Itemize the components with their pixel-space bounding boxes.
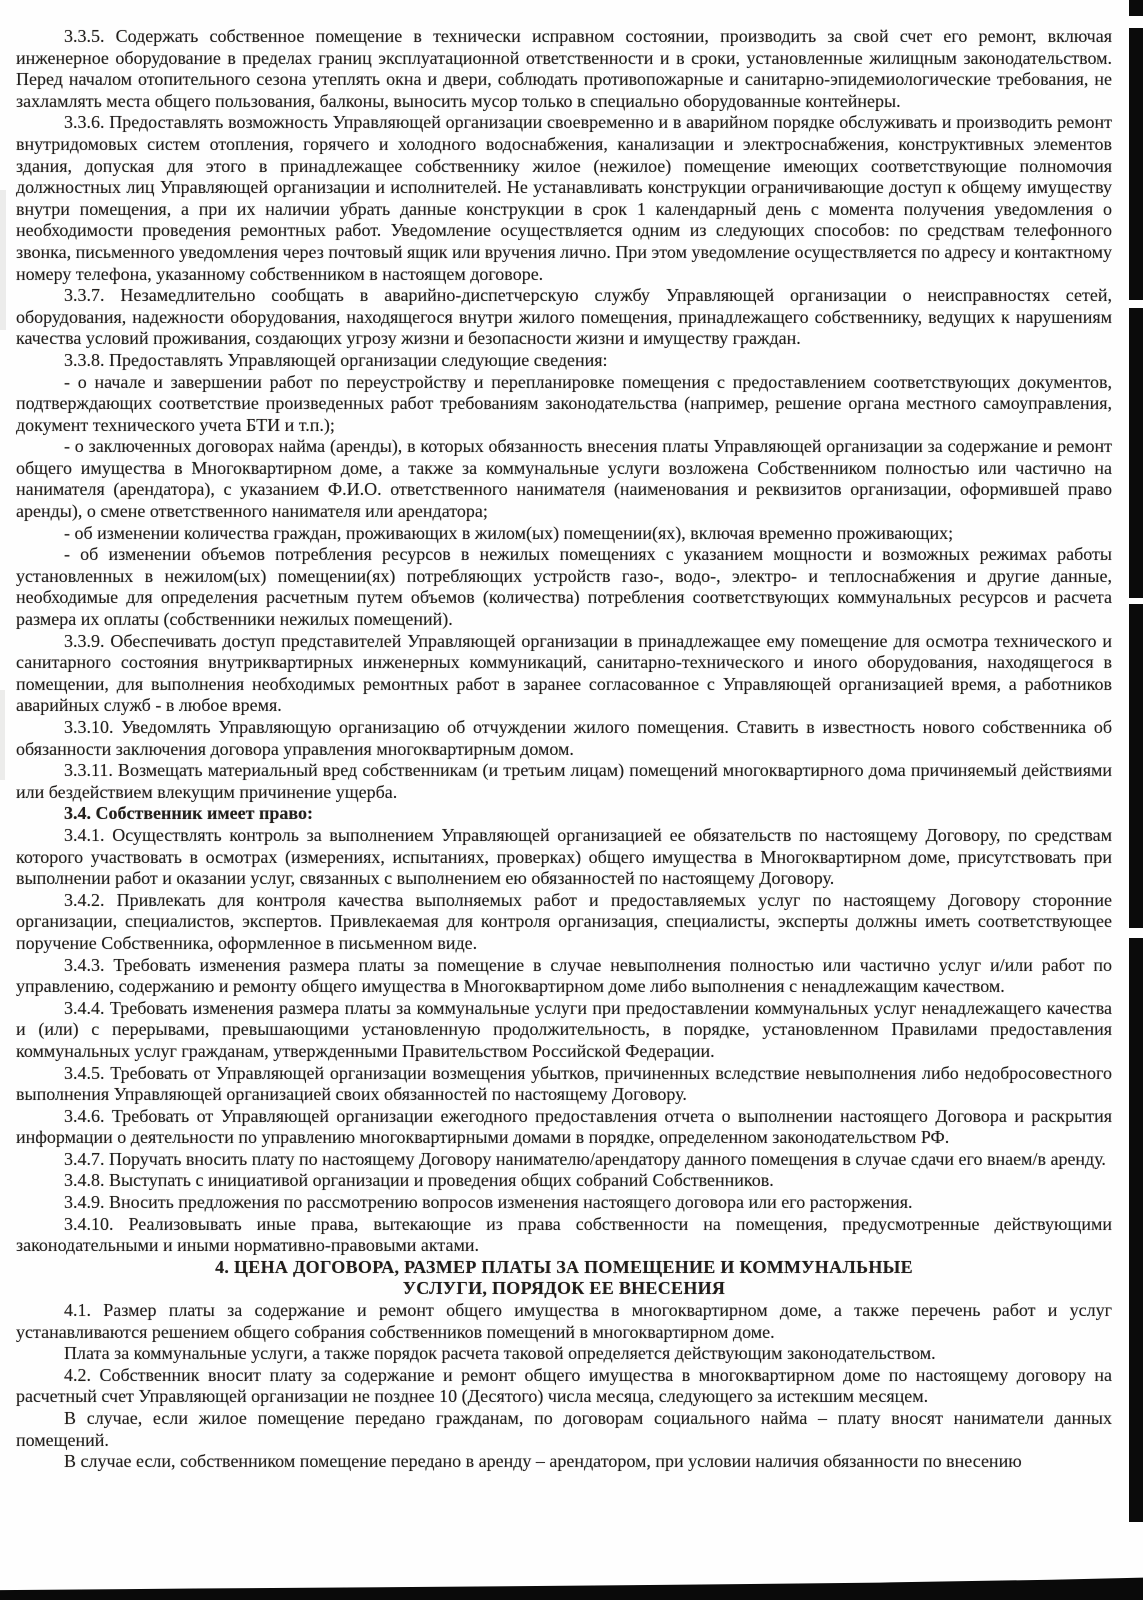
contract-paragraph: 3.4.3. Требовать изменения размера платы за помещение в случае невыполнения полностью или частично услуг и/или работ по управлению, содержанию и ремонту общего имущества в Многоквартирном доме либо выполнения с ненадлежащим качеством. bbox=[16, 954, 1112, 997]
contract-text-region bbox=[16, 26, 1112, 1473]
contract-paragraph: 3.4.2. Привлекать для контроля качества выполняемых работ и предоставляемых услуг по настоящему Договору сторонние организации, специалистов, экспертов. Привлекаемая для контроля организация, специалисты, эксперты должны иметь соответствующее поручение Собственника, оформленное в письменном виде. bbox=[16, 889, 1112, 953]
contract-paragraph: 3.4.1. Осуществлять контроль за выполнением Управляющей организацией ее обязательств по настоящему Договору, по средствам которого участвовать в осмотрах (измерениях, испытаниях, проверках) общего имущества в Многоквартирном доме, присутствовать при выполнении работ и оказании услуг, связанных с выполнением ею обязанностей по настоящему Договору. bbox=[16, 824, 1112, 889]
contract-paragraph: 4.1. Размер платы за содержание и ремонт общего имущества в многоквартирном доме, а также перечень работ и услуг устанавливаются решением общего собрания собственников помещений в многоквартирном доме. bbox=[16, 1300, 1112, 1342]
contract-paragraph: В случае, если жилое помещение передано гражданам, по договорам социального найма – плату вносят наниматели данных помещений. bbox=[16, 1408, 1112, 1450]
scan-artifact-notch bbox=[1129, 598, 1143, 604]
contract-paragraph: Плата за коммунальные услуги, а также порядок расчета таковой определяется действующим законодательством. bbox=[64, 1343, 936, 1364]
contract-paragraph: - о заключенных договорах найма (аренды), в которых обязанность внесения платы Управляющей организации за содержание и ремонт общего имущества в Многоквартирном доме, а также за коммунальные услуги возложена Собственником полностью или частично на нанимателя (арендатора), с указанием Ф.И.О. ответственного нанимателя (наименования и реквизитов организации, оформившей право аренды), о смене ответственного нанимателя или арендатора; bbox=[16, 436, 1112, 522]
contract-paragraph: 3.3.11. Возмещать материальный вред собственникам (и третьим лицам) помещений многоквартирного дома причиняемый действиями или бездействием влекущим причинение ущерба. bbox=[16, 760, 1112, 802]
contract-paragraph: 3.4.4. Требовать изменения размера платы за коммунальные услуги при предоставлении коммунальных услуг ненадлежащего качества и (или) с перерывами, превышающими установленную продолжительность, в порядке, установленном Правилами предоставления коммунальных услуг гражданам, утвержденными Правительством Российской Федерации. bbox=[16, 997, 1112, 1061]
contract-paragraph: 3.3.9. Обеспечивать доступ представителей Управляющей организации в принадлежащее ему помещение для осмотра технического и санитарного состояния внутриквартирных инженерных коммуникаций, санитарно-технического и иного оборудования, находящегося в помещении, для выполнения необходимых ремонтных работ в заранее согласованное с Управляющей организацией время, а работников аварийных служб - в любое время. bbox=[16, 630, 1112, 716]
section-heading: 4. ЦЕНА ДОГОВОРА, РАЗМЕР ПЛАТЫ ЗА ПОМЕЩЕНИЕ И КОММУНАЛЬНЫЕ bbox=[215, 1256, 913, 1277]
scan-artifact-bottom-edge bbox=[0, 1574, 1143, 1600]
scan-artifact-notch bbox=[1129, 300, 1143, 308]
section-heading: УСЛУГИ, ПОРЯДОК ЕЕ ВНЕСЕНИЯ bbox=[402, 1278, 726, 1299]
scan-artifact-notch bbox=[1129, 928, 1143, 938]
contract-paragraph: 3.4.8. Выступать с инициативой организации и проведения общих собраний Собственников. bbox=[64, 1170, 774, 1191]
contract-paragraph: 4.2. Собственник вносит плату за содержание и ремонт общего имущества в многоквартирном доме по настоящему договору на расчетный счет Управляющей организации не позднее 10 (Десятого) числа месяца, следующего за истекшим месяцем. bbox=[16, 1364, 1112, 1407]
contract-paragraph: 3.4.5. Требовать от Управляющей организации возмещения убытков, причиненных вследствие невыполнения либо недобросовестного выполнения Управляющей организацией своих обязанностей по настоящему Договору. bbox=[16, 1062, 1112, 1105]
scan-smudge bbox=[0, 690, 5, 780]
contract-paragraph: 3.3.8. Предоставлять Управляющей организации следующие сведения: bbox=[64, 349, 608, 370]
scan-artifact-right-edge-band bbox=[1129, 0, 1143, 1522]
contract-paragraph: 3.4.10. Реализовывать иные права, вытекающие из права собственности на помещения, предусмотренные действующими законодательными и иными нормативно-правовыми актами. bbox=[16, 1213, 1112, 1256]
scan-smudge bbox=[0, 190, 6, 330]
contract-paragraph: 3.3.6. Предоставлять возможность Управляющей организации своевременно и в аварийном порядке обслуживать и производить ремонт внутридомовых систем отопления, горячего и холодного водоснабжения, канализации и электроснабжения, конструктивных элементов здания, допуская для этого в принадлежащее собственнику жилое (нежилое) помещение имеющих соответствующие полномочия должностных лиц Управляющей организации и исполнителей. Не устанавливать конструкции ограничивающие доступ к общему имуществу внутри помещения, а при их наличии убрать данные конструкции в срок 1 календарный день с момента получения уведомления о необходимости проведения ремонтных работ. Уведомление осуществляется одним из следующих способов: по средствам телефонного звонка, письменного уведомления через почтовый ящик или вручения лично. При этом уведомление осуществляется по адресу и контактному номеру телефона, указанному собственником в настоящем договоре. bbox=[16, 112, 1112, 284]
contract-paragraph: 3.4.7. Поручать вносить плату по настоящему Договору нанимателю/арендатору данного помещения в случае сдачи его внаем/в аренду. bbox=[64, 1148, 1106, 1169]
subsection-heading: 3.4. Собственник имеет право: bbox=[64, 803, 313, 824]
contract-paragraph: - о начале и завершении работ по переустройству и перепланировке помещения с предоставлением соответствующих документов, подтверждающих соответствие произведенных работ требованиям законодательства (например, решение органа местного самоуправления, документ технического учета БТИ и т.п.); bbox=[16, 371, 1112, 435]
contract-paragraph: 3.3.10. Уведомлять Управляющую организацию об отчуждении жилого помещения. Ставить в известность нового собственника об обязанности заключения договора управления многоквартирным домом. bbox=[16, 717, 1112, 759]
contract-paragraph: 3.3.7. Незамедлительно сообщать в аварийно-диспетчерскую службу Управляющей организации о неисправностях сетей, оборудования, надежности оборудования, находящегося внутри жилого помещения, принадлежащего собственнику, ведущих к нарушениям качества условий проживания, создающих угрозу жизни и безопасности жизни и имуществу граждан. bbox=[16, 285, 1112, 349]
contract-paragraph: 3.3.5. Содержать собственное помещение в технически исправном состоянии, производить за свой счет его ремонт, включая инженерное оборудование в пределах границ эксплуатационной ответственности и в сроки, установленные жилищным законодательством. Перед началом отопительного сезона утеплять окна и двери, соблюдать противопожарные и санитарно-эпидемиологические требования, не захламлять места общего пользования, балконы, выносить мусор только в специально оборудованные контейнеры. bbox=[16, 26, 1112, 111]
contract-paragraph: - об изменении количества граждан, проживающих в жилом(ых) помещении(ях), включая временно проживающих; bbox=[64, 522, 954, 543]
contract-paragraph: - об изменении объемов потребления ресурсов в нежилых помещениях с указанием мощности и возможных режимах работы установленных в нежилом(ых) помещении(ях) потребляющих устройств газо-, водо-, электро- и теплоснабжения и другие данные, необходимые для определения расчетным путем объемов (количества) потребления соответствующих коммунальных ресурсов и расчета размера их оплаты (собственники нежилых помещений). bbox=[16, 544, 1112, 630]
scan-artifact-notch bbox=[1129, 16, 1143, 28]
contract-paragraph: 3.4.9. Вносить предложения по рассмотрению вопросов изменения настоящего договора или его расторжения. bbox=[64, 1192, 913, 1213]
contract-paragraph: В случае если, собственником помещение передано в аренду – арендатором, при условии наличия обязанности по внесению bbox=[64, 1451, 1022, 1472]
contract-paragraph: 3.4.6. Требовать от Управляющей организации ежегодного предоставления отчета о выполнении настоящего Договора и раскрытия информации о деятельности по управлению многоквартирными домами в порядке, определенном законодательством РФ. bbox=[16, 1105, 1112, 1148]
